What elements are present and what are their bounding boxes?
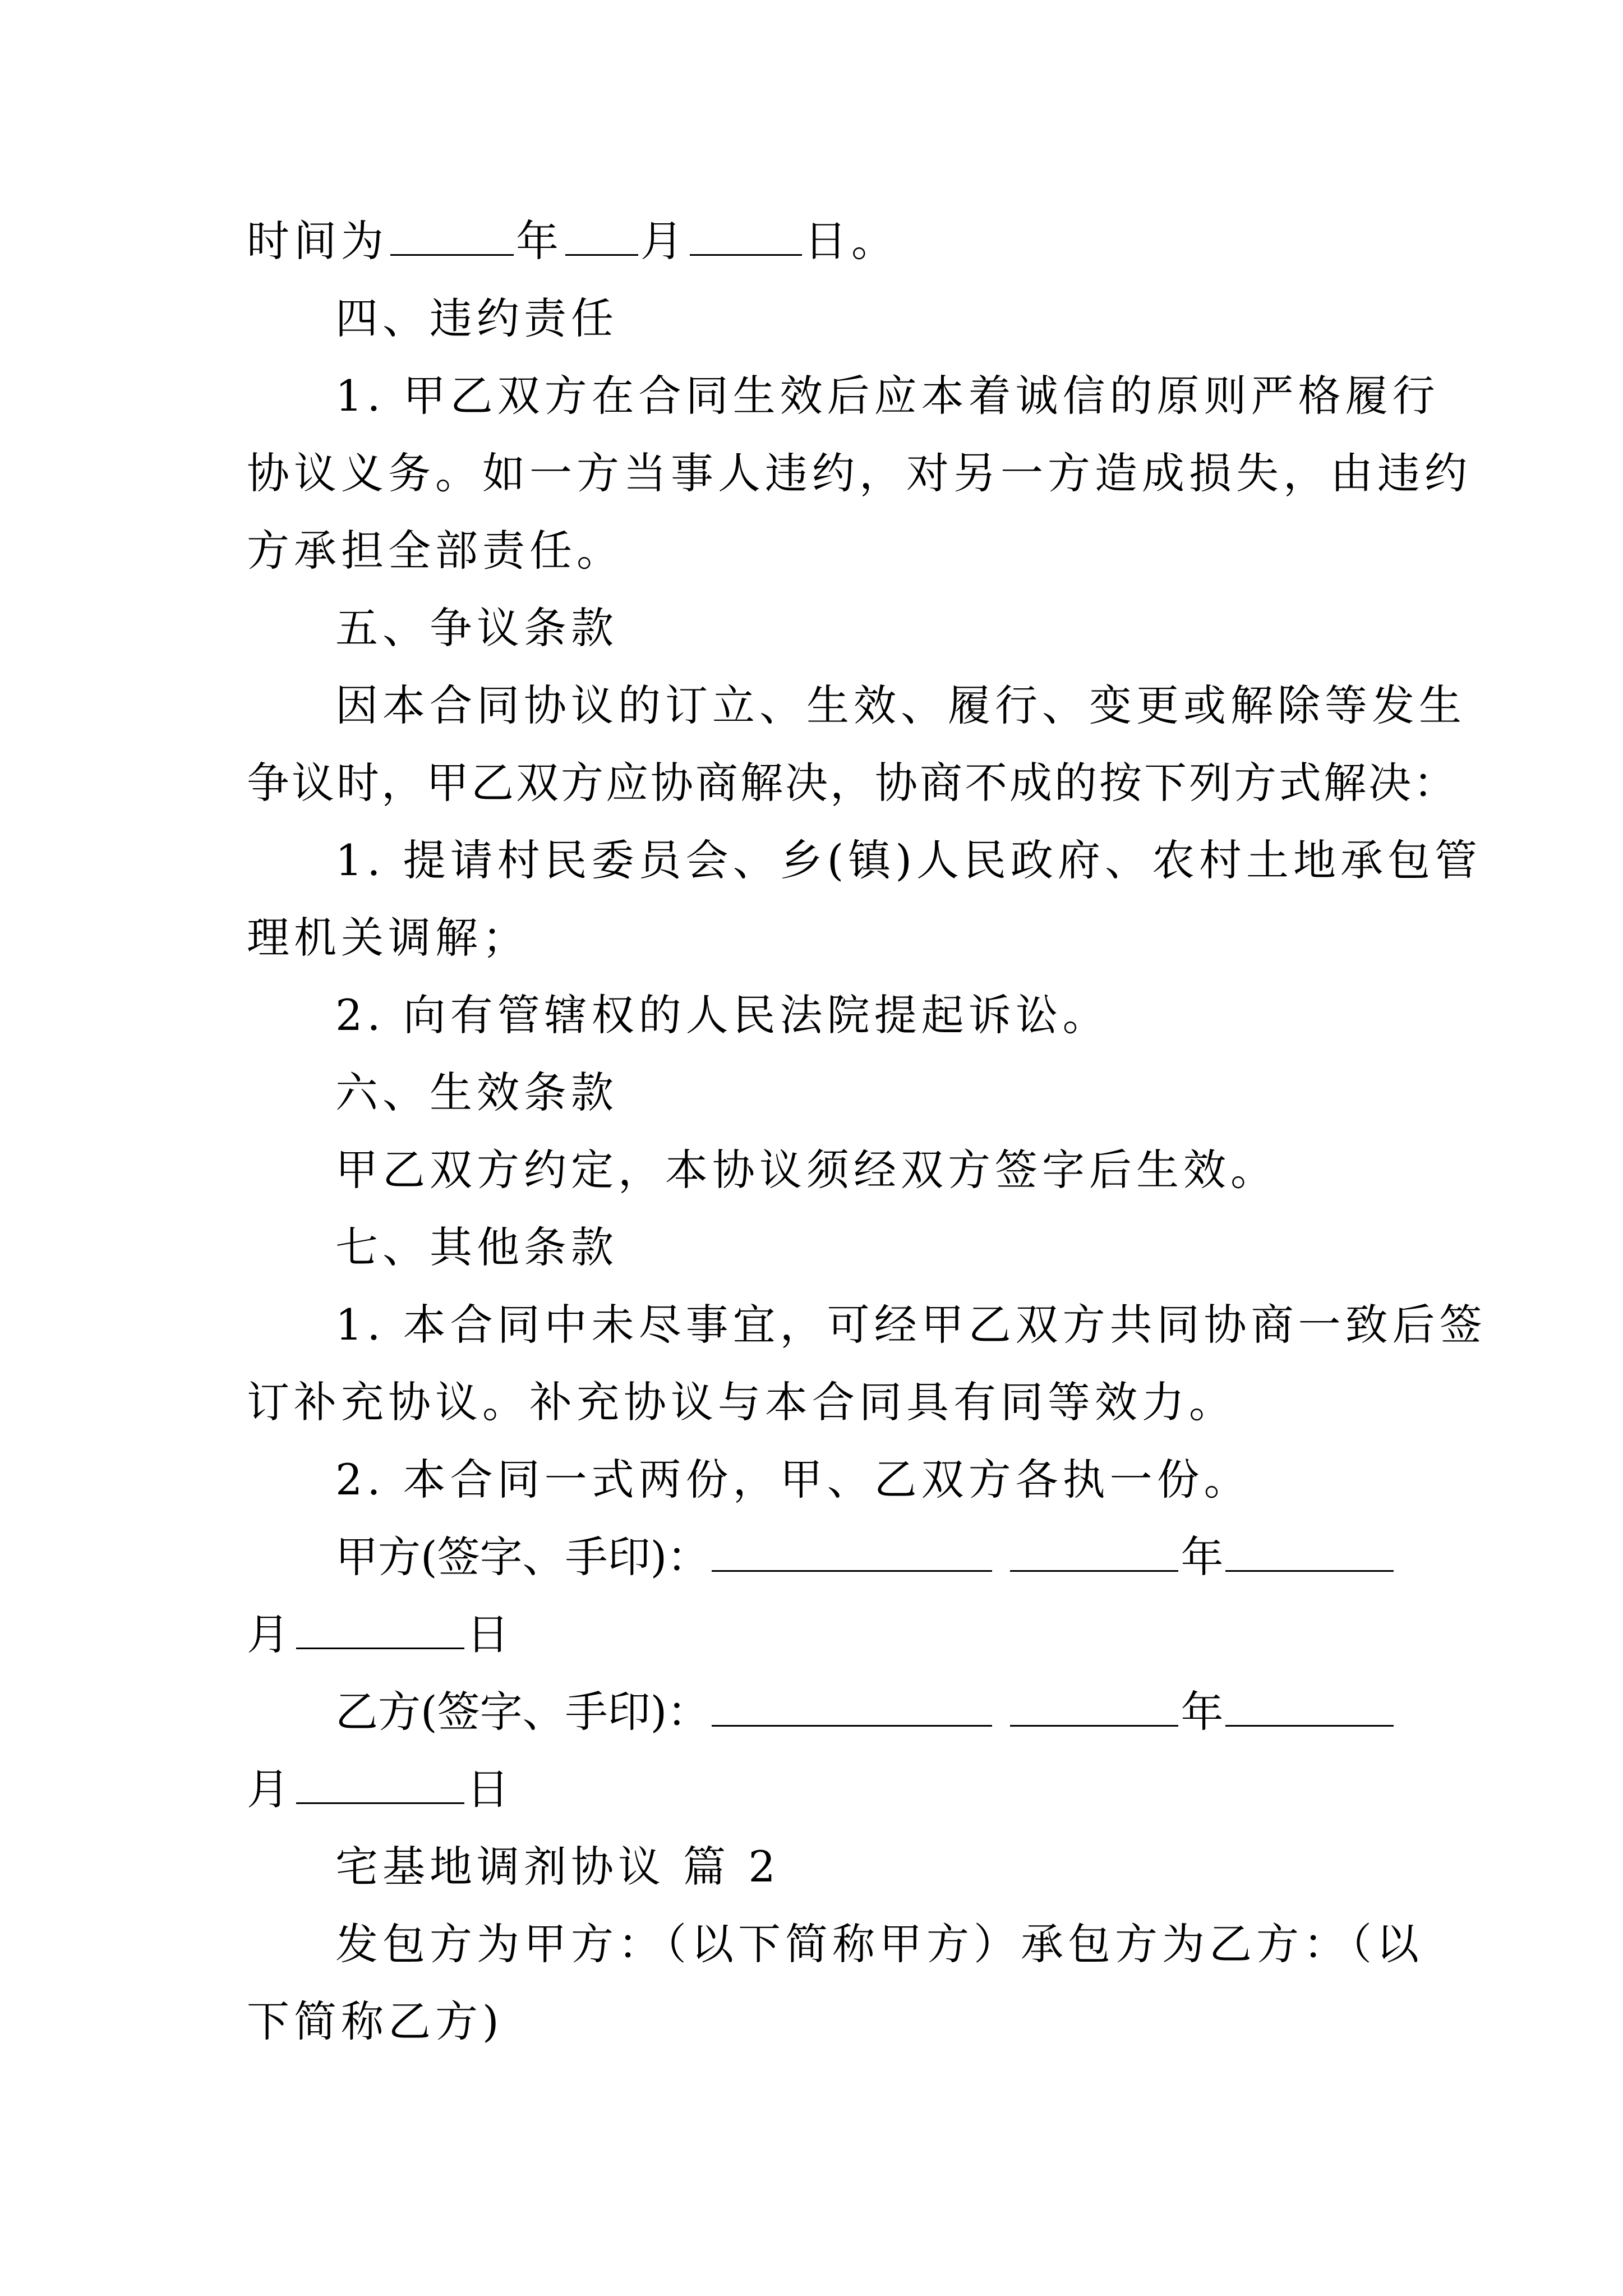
- text-segment: 时间为: [247, 216, 388, 266]
- text-segment: 年: [1181, 1532, 1224, 1582]
- party-b-date-line: [247, 1761, 514, 1818]
- text-segment: 月: [247, 1609, 294, 1659]
- text-segment: 月: [247, 1764, 294, 1814]
- paragraph-line: 理机关调解；: [247, 913, 529, 963]
- paragraph-line: 争议时，甲乙双方应协商解决，协商不成的按下列方式解决：: [247, 758, 1458, 808]
- blank-year: [1010, 1530, 1178, 1572]
- paragraph-line: 1. 甲乙双方在合同生效后应本着诚信的原则严格履行: [335, 371, 1440, 421]
- paragraph-line: 协议义务。如一方当事人违约，对另一方造成损失，由违约: [247, 448, 1472, 498]
- paragraph-line: 2. 本合同一式两份，甲、乙双方各执一份。: [335, 1455, 1251, 1504]
- paragraph-line: 下简称乙方): [247, 1996, 504, 2046]
- text-segment: 年: [516, 216, 563, 266]
- blank-month: [565, 214, 638, 256]
- party-a-signature-blank: [712, 1530, 992, 1572]
- paragraph-line: 1. 提请村民委员会、乡(镇)人民政府、农村土地承包管: [335, 835, 1482, 885]
- text-segment: [994, 1532, 1008, 1582]
- text-segment: [994, 1687, 1008, 1737]
- blank-month: [1225, 1530, 1394, 1572]
- blank-day: [690, 214, 802, 256]
- paragraph-line: 甲乙双方约定，本协议须经双方签字后生效。: [335, 1145, 1278, 1195]
- paragraph-line: 方承担全部责任。: [247, 526, 624, 576]
- party-a-label: 甲方(签字、手印)：: [335, 1532, 710, 1582]
- section-heading: 五、争议条款: [335, 603, 618, 653]
- date-line: [247, 213, 898, 269]
- party-b-label: 乙方(签字、手印)：: [335, 1687, 710, 1737]
- paragraph-line: 发包方为甲方：（以下简称甲方）承包方为乙方：（以: [335, 1919, 1423, 1969]
- blank-month: [1225, 1685, 1394, 1727]
- section-heading: 六、生效条款: [335, 1068, 618, 1117]
- text-segment: 日。: [804, 216, 898, 266]
- party-a-date-line: [247, 1607, 514, 1663]
- blank-day: [296, 1607, 464, 1649]
- paragraph-line: 2. 向有管辖权的人民法院提起诉讼。: [335, 990, 1110, 1040]
- paragraph-line: 1. 本合同中未尽事宜，可经甲乙双方共同协商一致后签: [335, 1300, 1487, 1350]
- paragraph-line: 因本合同协议的订立、生效、履行、变更或解除等发生: [335, 680, 1466, 730]
- section-heading: 七、其他条款: [335, 1222, 618, 1272]
- blank-day: [296, 1762, 464, 1804]
- blank-year: [390, 214, 514, 256]
- paragraph-line: 订补充协议。补充协议与本合同具有同等效力。: [247, 1377, 1236, 1427]
- party-a-signature-line: [335, 1529, 1396, 1585]
- section-heading: 四、违约责任: [335, 293, 618, 343]
- blank-year: [1010, 1685, 1178, 1727]
- text-segment: 日: [467, 1764, 514, 1814]
- text-segment: 月: [640, 216, 688, 266]
- party-b-signature-blank: [712, 1685, 992, 1727]
- party-b-signature-line: [335, 1684, 1396, 1740]
- article-title: 宅基地调剂协议 篇 2: [335, 1842, 780, 1892]
- text-segment: 年: [1181, 1687, 1224, 1737]
- text-segment: 日: [467, 1609, 514, 1659]
